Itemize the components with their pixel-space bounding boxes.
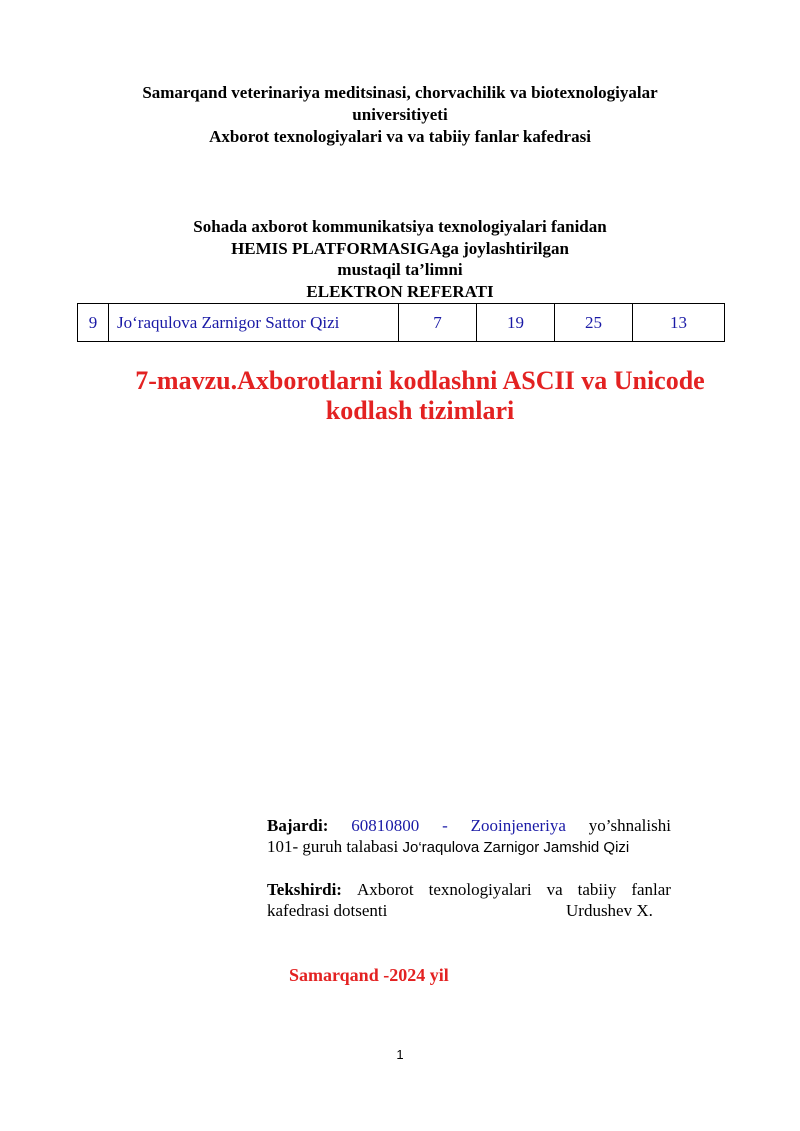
university-header <box>0 82 800 148</box>
bajardi-label: Bajardi: <box>267 816 329 835</box>
bajardi-block <box>267 815 671 858</box>
tekshirdi-block <box>267 879 671 921</box>
grade-table <box>77 303 725 342</box>
document-type: ELEKTRON REFERATI <box>306 281 494 301</box>
tekshirdi-word-5: fanlar <box>631 880 671 899</box>
direction-word: yo’shnalishi <box>588 816 671 835</box>
subject-line2: HEMIS PLATFORMASIGAga joylashtirilgan <box>231 238 569 258</box>
score-cell-4: 13 <box>633 304 725 342</box>
subject-line1: Sohada axborot kommunikatsiya texnologiyalari fanidan <box>193 217 607 236</box>
specialty-code: 60810800 <box>351 816 420 835</box>
university-name-line2: universitiyeti <box>352 105 448 124</box>
score-cell-1: 7 <box>399 304 477 342</box>
score-cell-2: 19 <box>477 304 555 342</box>
topic-line2: kodlash tizimlari <box>325 396 515 425</box>
student-name-cell: Jo‘raqulova Zarnigor Sattor Qizi <box>109 304 399 342</box>
tekshirdi-word-3: va <box>546 880 563 899</box>
department-name: Axborot texnologiyalari va va tabiiy fanlar kafedrasi <box>209 127 591 146</box>
tekshirdi-word-1: Axborot <box>356 880 414 899</box>
teacher-name: Urdushev X. <box>566 901 653 920</box>
topic-line1: 7-mavzu.Axborotlarni kodlashni ASCII va Unicode <box>135 366 705 395</box>
table-row <box>78 304 725 342</box>
tekshirdi-label: Tekshirdi: <box>267 880 342 899</box>
university-name-line1: Samarqand veterinariya meditsinasi, chorvachilik va biotexnologiyalar <box>142 83 658 102</box>
group-text: 101- guruh talabasi <box>267 837 399 856</box>
page-number: 1 <box>396 1047 404 1062</box>
teacher-position: kafedrasi dotsenti <box>267 901 388 920</box>
place-and-year: Samarqand -2024 yil <box>289 965 449 985</box>
row-number-cell: 9 <box>78 304 109 342</box>
specialty-name: Zooinjeneriya <box>470 816 566 835</box>
tekshirdi-word-2: texnologiyalari <box>428 880 532 899</box>
score-cell-3: 25 <box>555 304 633 342</box>
specialty-dash: - <box>442 816 448 835</box>
student-full-name: Jo‘raqulova Zarnigor Jamshid Qizi <box>402 839 630 856</box>
topic-title <box>110 366 730 426</box>
tekshirdi-word-4: tabiiy <box>577 880 617 899</box>
subject-block <box>0 216 800 302</box>
subject-line3: mustaqil ta’limni <box>337 260 463 279</box>
